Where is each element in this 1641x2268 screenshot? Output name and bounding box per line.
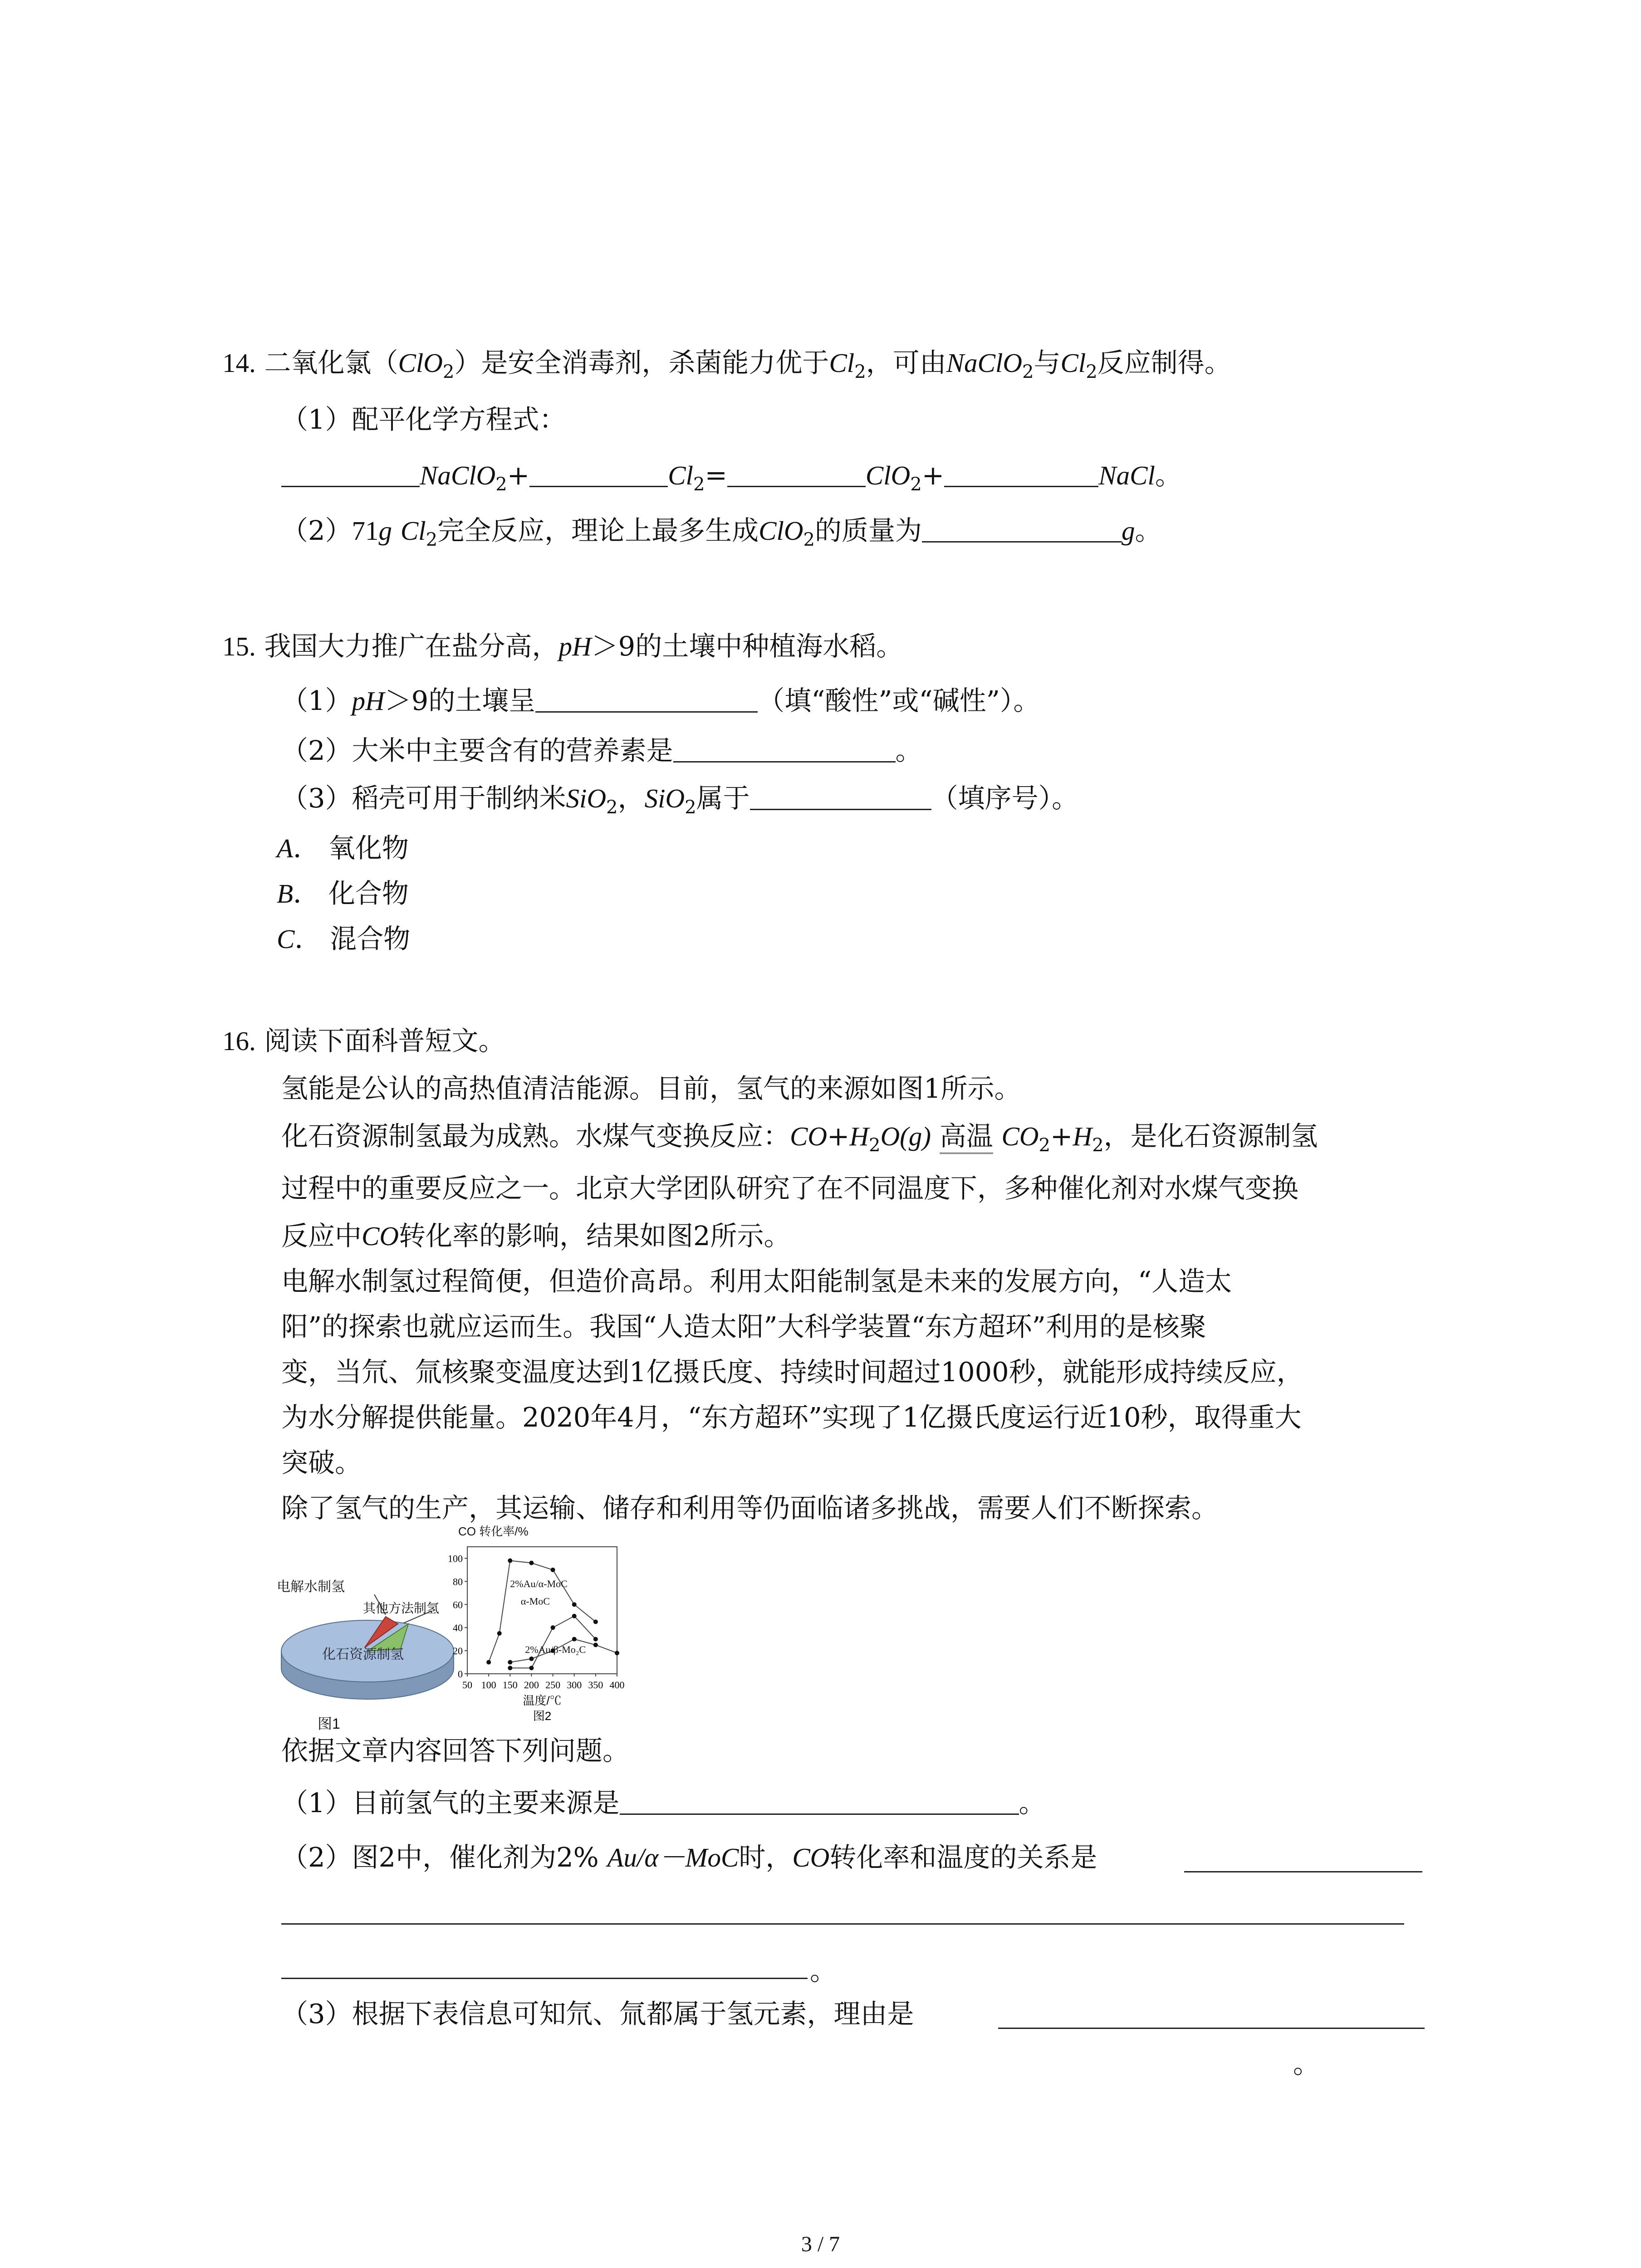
x-axis-label: 温度/℃ <box>523 1694 562 1707</box>
data-point <box>593 1642 598 1647</box>
q16-passage-line-10: 除了氢气的生产，其运输、储存和利用等仍面临诸多挑战，需要人们不断探索。 <box>281 1492 1219 1524</box>
y-tick-label: 40 <box>453 1622 463 1634</box>
q16-passage-line-9: 突破。 <box>281 1447 362 1478</box>
q15-part2: （2）大米中主要含有的营养素是 。 <box>281 733 922 769</box>
q14-part2: （2）71g $Cl_2$完全反应，理论上最多生成ClO$_2$的质量为 g。 <box>281 513 1162 558</box>
q15-stem: 15. 我国大力推广在盐分高，pH＞9的土壤中种植海水稻。 <box>222 631 903 662</box>
series-label: 2%Au/β-Mo₂C <box>525 1644 586 1656</box>
x-tick-label: 250 <box>545 1679 561 1691</box>
data-point <box>508 1666 512 1670</box>
series-label: α-MoC <box>520 1595 550 1607</box>
data-point <box>508 1559 512 1563</box>
q14-equation: NaClO$_2$+ $Cl_2= ClO_2+$ NaCl。 <box>281 457 1182 503</box>
data-point <box>508 1660 512 1665</box>
y-tick-label: 20 <box>453 1645 463 1657</box>
q16-passage-line-1: 氢能是公认的高热值清洁能源。目前，氢气的来源如图1所示。 <box>281 1073 1021 1104</box>
figure-2-caption: 图2 <box>533 1709 552 1723</box>
q16-passage-line-6: 阳”的探索也就应运而生。我国“人造太阳”大科学装置“东方超环”利用的是核聚 <box>281 1311 1206 1342</box>
x-tick-label: 300 <box>567 1679 582 1691</box>
series-label: 2%Au/α-MoC <box>510 1578 568 1590</box>
q16-passage-line-8: 为水分解提供能量。2020年4月，“东方超环”实现了1亿摄氏度运行近10秒，取得重大 <box>281 1402 1302 1433</box>
x-tick-label: 200 <box>524 1679 539 1691</box>
reaction-condition-high-temp: 高温 <box>940 1120 993 1154</box>
data-point <box>572 1614 577 1618</box>
data-point <box>529 1666 534 1670</box>
y-tick-label: 80 <box>453 1576 463 1588</box>
q16-passage-line-5: 电解水制氢过程简便，但造价高昂。利用太阳能制氢是未来的发展方向，“人造太 <box>281 1266 1232 1297</box>
y-tick-label: 60 <box>453 1599 463 1611</box>
q16-stem: 16. 阅读下面科普短文。 <box>222 1025 505 1056</box>
figure-1-caption: 图1 <box>318 1716 340 1732</box>
pie-label-electrolysis: 电解水制氢 <box>277 1579 345 1594</box>
q15-blank-soil[interactable] <box>535 683 758 713</box>
q16-part3-end: 。 <box>1293 2048 1320 2079</box>
data-point <box>497 1631 502 1636</box>
x-tick-label: 350 <box>588 1679 603 1691</box>
q14-blank-coef-nacl[interactable] <box>944 458 1098 487</box>
q14-part1-label: （1）配平化学方程式： <box>281 404 566 435</box>
q14-blank-coef-cl2[interactable] <box>529 458 668 487</box>
q15-blank-class[interactable] <box>750 781 931 810</box>
q16-blank-relation-line-3[interactable] <box>281 1978 808 1979</box>
q16-passage-line-7: 变，当氘、氚核聚变温度达到1亿摄氏度、持续时间超过1000秒，就能形成持续反应， <box>281 1356 1303 1388</box>
figure-1-pie <box>272 1569 463 1719</box>
q14-blank-coef-clo2[interactable] <box>727 458 866 487</box>
data-point <box>615 1651 619 1655</box>
q15-option-b[interactable]: B． 化合物 <box>277 878 409 909</box>
q14-blank-coef-naclo2[interactable] <box>281 458 420 487</box>
figure-2-line-chart <box>436 1520 626 1728</box>
q16-blank-reason[interactable] <box>998 2028 1425 2029</box>
q16-passage-line-4: 反应中CO转化率的影响，结果如图2所示。 <box>281 1220 791 1251</box>
q16-part2: （2）图2中，催化剂为2% Au/α－MoC时，CO转化率和温度的关系是 <box>281 1842 1097 1873</box>
q15-option-c[interactable]: C． 混合物 <box>277 923 411 954</box>
data-point <box>529 1657 534 1661</box>
x-tick-label: 150 <box>502 1679 518 1691</box>
q16-passage-line-3: 过程中的重要反应之一。北京大学团队研究了在不同温度下，多种催化剂对水煤气变换 <box>281 1173 1299 1204</box>
q16-answer-intro: 依据文章内容回答下列问题。 <box>281 1735 630 1766</box>
y-tick-label: 0 <box>458 1668 463 1680</box>
data-point <box>551 1568 555 1572</box>
q15-option-a[interactable]: A． 氧化物 <box>277 832 409 864</box>
y-axis-label: CO 转化率/% <box>458 1525 529 1538</box>
q15-part3: （3）稻壳可用于制纳米SiO$_2$，SiO$_2$属于 （填序号）。 <box>281 780 1078 826</box>
q16-blank-main-source[interactable] <box>620 1785 1019 1815</box>
x-tick-label: 100 <box>481 1679 496 1691</box>
x-tick-label: 400 <box>609 1679 625 1691</box>
q15-part1: （1）pH＞9的土壤呈 （填“酸性”或“碱性”）。 <box>281 683 1040 719</box>
q16-blank-relation-line-2[interactable] <box>281 1923 1404 1925</box>
q16-blank-relation-line-1[interactable] <box>1184 1871 1422 1872</box>
data-point <box>593 1619 598 1624</box>
pie-label-fossil: 化石资源制氢 <box>322 1647 404 1662</box>
data-point <box>529 1561 534 1565</box>
q16-part3: （3）根据下表信息可知氘、氚都属于氢元素，理由是 <box>281 1998 914 2029</box>
data-point <box>572 1602 577 1607</box>
q16-part1: （1）目前氢气的主要来源是 。 <box>281 1785 1046 1821</box>
page-number: 3 / 7 <box>801 2232 840 2256</box>
q16-part2-end: 。 <box>810 1955 837 1986</box>
data-point <box>551 1625 555 1630</box>
q14-stem: 14. 二氧化氯（ClO$_2$）是安全消毒剂，杀菌能力优于$Cl_2$，可由NaClO$_2$与$Cl_2$反应制得。 <box>222 347 1231 382</box>
data-point <box>486 1660 491 1665</box>
q15-blank-nutrient[interactable] <box>673 733 896 763</box>
data-point <box>572 1637 577 1642</box>
q16-passage-line-2: 化石资源制氢最为成熟。水煤气变换反应：$CO+H_2O(g)$ 高温 $CO_2+H_2$，是化石资源制氢 <box>281 1120 1318 1156</box>
data-point <box>593 1637 598 1642</box>
q14-blank-mass[interactable] <box>922 513 1122 543</box>
pie-label-other: 其他方法制氢 <box>363 1601 440 1615</box>
x-tick-label: 50 <box>462 1679 472 1691</box>
y-tick-label: 100 <box>448 1553 463 1564</box>
